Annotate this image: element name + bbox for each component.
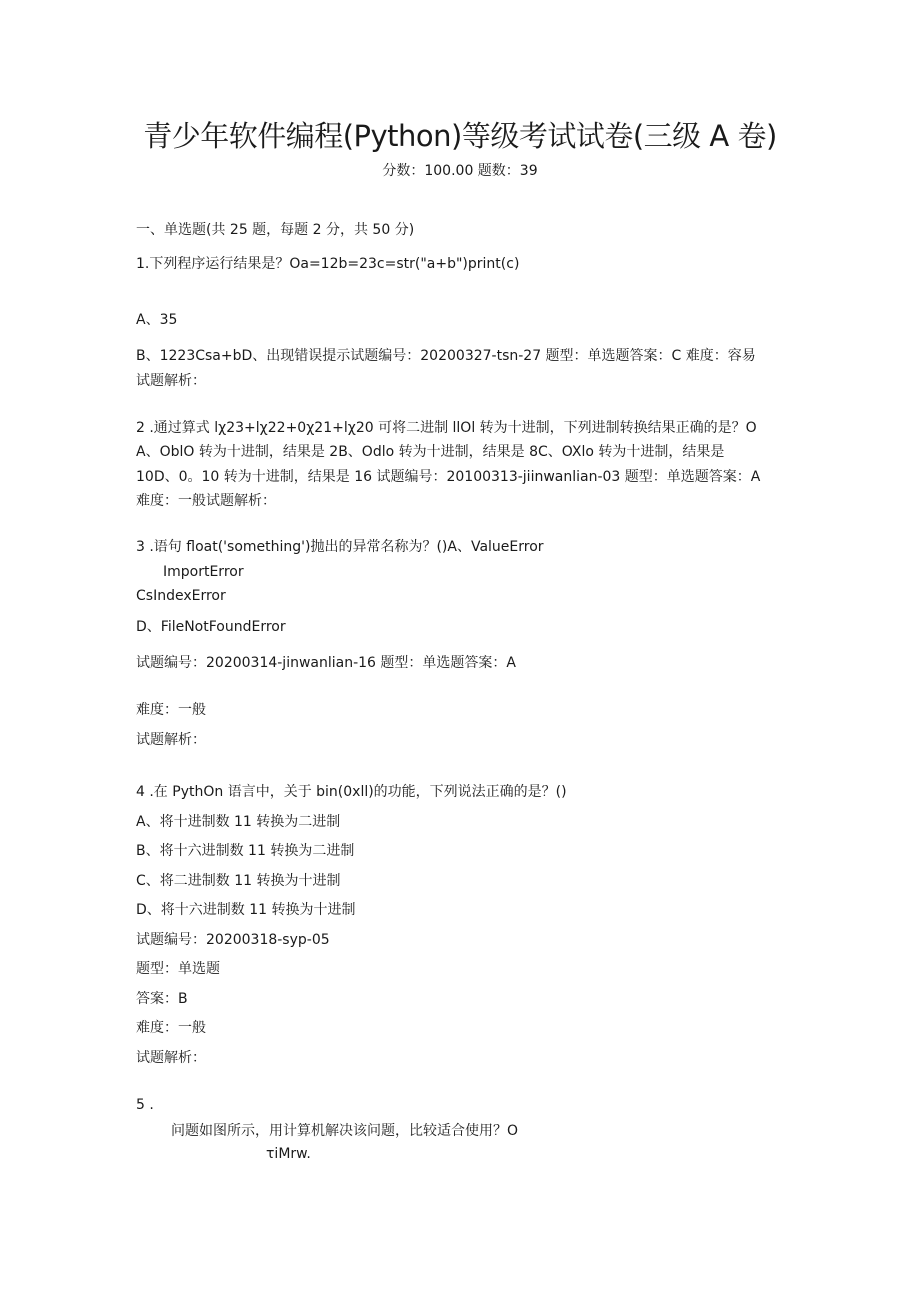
question-3-option-b: ImportError [163,564,244,580]
question-4-stem: 4 .在 PythOn 语言中，关于 bin(0xll)的功能，下列说法正确的是？() [136,784,567,800]
question-1-options-meta: B、1223Csa+bD、出现错误提示试题编号：20200327-tsn-27 题型：单选题答案：C 难度：容易 [136,348,756,364]
exam-title: 青少年软件编程(Python)等级考试试卷(三级 A 卷) [143,119,777,153]
question-5-stem: 问题如图所示，用计算机解决该问题，比较适合使用？O [171,1123,519,1139]
question-1-stem: 1.下列程序运行结果是？Oa=12b=23c=str("a+b")print(c) [136,256,520,272]
question-2-options-line1: A、OblO 转为十进制，结果是 2B、Odlo 转为十进制，结果是 8C、OXlo 转为十进制，结果是 [136,444,725,460]
question-4-difficulty: 难度：一般 [136,1020,206,1036]
question-3-meta: 试题编号：20200314-jinwanlian-16 题型：单选题答案：A [136,655,516,671]
question-3-option-d: D、FileNotFoundError [136,619,286,635]
question-5-number: 5 . [136,1097,154,1113]
question-3-option-c: CsIndexError [136,588,226,604]
question-4-option-d: D、将十六进制数 11 转换为十进制 [136,902,356,918]
question-2-meta: 难度：一般试题解析： [136,493,276,509]
question-3-analysis: 试题解析： [136,732,206,748]
score-summary: 分数：100.00 题数：39 [382,163,538,179]
section-heading: 一、单选题(共 25 题，每题 2 分，共 50 分) [136,222,415,238]
question-4-answer: 答案：B [136,991,188,1007]
question-1-option-a: A、35 [136,312,178,328]
question-3-stem: 3 .语句 float('something')抛出的异常名称为？()A、ValueError [136,539,544,555]
question-2-options-line2: 10D、0。10 转为十进制，结果是 16 试题编号：20100313-jiinwanlian-03 题型：单选题答案：A [136,469,761,485]
question-4-option-b: B、将十六进制数 11 转换为二进制 [136,843,355,859]
question-4-analysis: 试题解析： [136,1050,206,1066]
question-4-id: 试题编号：20200318-syp-05 [136,932,330,948]
question-4-type: 题型：单选题 [136,961,220,977]
question-2-stem: 2 .通过算式 lχ23+lχ22+0χ21+lχ20 可将二进制 llOl 转为十进制，下列进制转换结果正确的是？O [136,420,757,436]
question-4-option-c: C、将二进制数 11 转换为十进制 [136,873,341,889]
question-5-figure-caption: τiMrw. [266,1146,311,1162]
question-1-analysis: 试题解析： [136,373,206,389]
question-3-difficulty: 难度：一般 [136,702,206,718]
question-4-option-a: A、将十进制数 11 转换为二进制 [136,814,341,830]
